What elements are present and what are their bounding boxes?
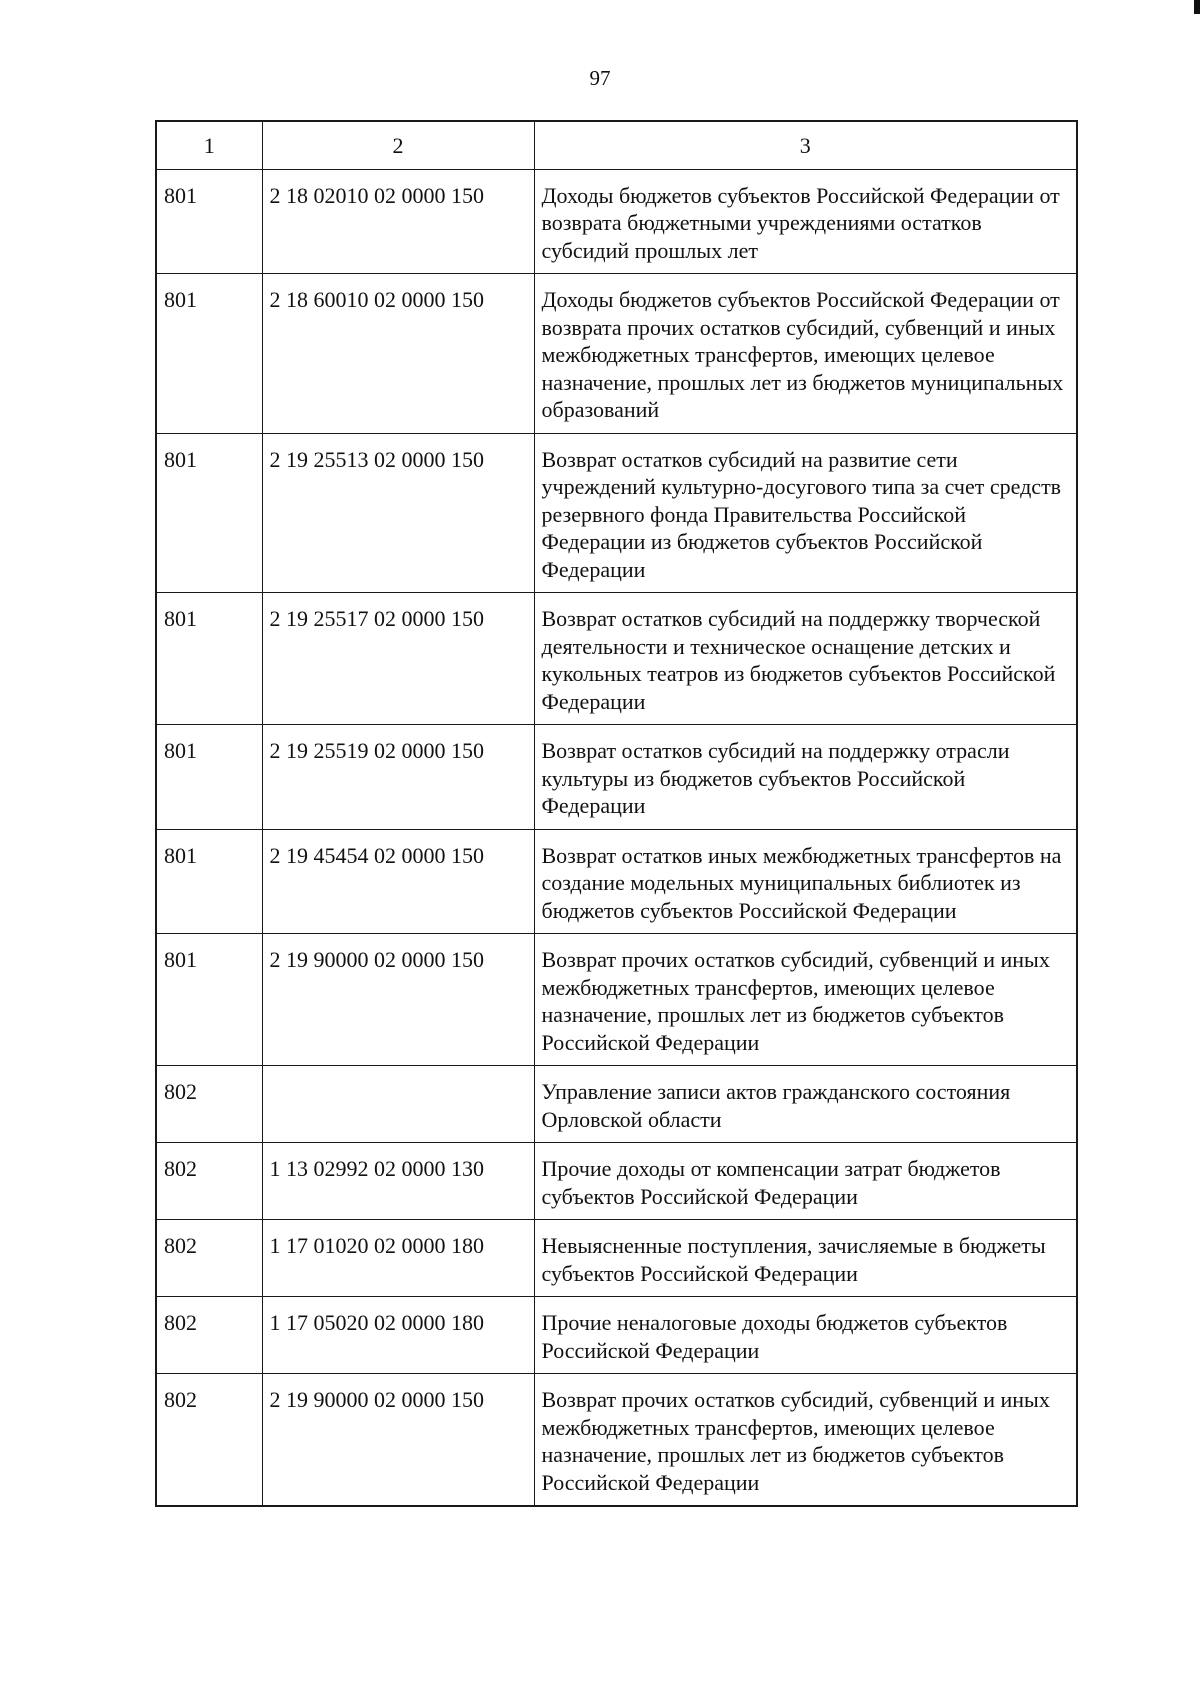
income-name-cell: Возврат прочих остатков субсидий, субвенций и иных межбюджетных трансфертов, имеющих целевое назначение, прошлых лет из бюджетов субъектов Российской Федерации xyxy=(534,934,1077,1066)
income-name-cell: Доходы бюджетов субъектов Российской Федерации от возврата прочих остатков субсидий, субвенций и иных межбюджетных трансфертов, имеющих целевое назначение, прошлых лет из бюджетов муниципальных образований xyxy=(534,274,1077,434)
income-code-cell: 2 19 90000 02 0000 150 xyxy=(262,1374,534,1507)
page-number: 97 xyxy=(589,66,611,90)
table-row xyxy=(156,593,1077,725)
income-name-cell: Возврат остатков субсидий на развитие сети учреждений культурно-досугового типа за счет средств резервного фонда Правительства Российской Федерации из бюджетов субъектов Российской Федерации xyxy=(534,433,1077,593)
income-name-cell: Прочие неналоговые доходы бюджетов субъектов Российской Федерации xyxy=(534,1297,1077,1374)
admin-code-cell: 802 xyxy=(156,1374,262,1507)
admin-code-cell: 802 xyxy=(156,1066,262,1143)
income-code-cell: 2 18 02010 02 0000 150 xyxy=(262,169,534,274)
column-header-3: 3 xyxy=(534,121,1077,169)
table-row xyxy=(156,1374,1077,1507)
table-row xyxy=(156,1297,1077,1374)
income-code-cell: 2 18 60010 02 0000 150 xyxy=(262,274,534,434)
income-code-cell: 1 17 01020 02 0000 180 xyxy=(262,1220,534,1297)
income-name-cell: Невыясненные поступления, зачисляемые в бюджеты субъектов Российской Федерации xyxy=(534,1220,1077,1297)
table-row xyxy=(156,934,1077,1066)
admin-code-cell: 801 xyxy=(156,274,262,434)
income-code-cell: 2 19 25519 02 0000 150 xyxy=(262,725,534,830)
admin-code-cell: 802 xyxy=(156,1143,262,1220)
income-code-cell: 2 19 25513 02 0000 150 xyxy=(262,433,534,593)
admin-code-cell: 801 xyxy=(156,934,262,1066)
table-row xyxy=(156,274,1077,434)
admin-code-cell: 802 xyxy=(156,1220,262,1297)
income-name-cell: Возврат остатков иных межбюджетных трансфертов на создание модельных муниципальных библиотек из бюджетов субъектов Российской Федерации xyxy=(534,829,1077,934)
income-name-cell: Управление записи актов гражданского состояния Орловской области xyxy=(534,1066,1077,1143)
admin-code-cell: 801 xyxy=(156,829,262,934)
table-row xyxy=(156,1220,1077,1297)
table-row xyxy=(156,725,1077,830)
column-header-1: 1 xyxy=(156,121,262,169)
income-name-cell: Доходы бюджетов субъектов Российской Федерации от возврата бюджетными учреждениями остатков субсидий прошлых лет xyxy=(534,169,1077,274)
admin-code-cell: 802 xyxy=(156,1297,262,1374)
table-row xyxy=(156,433,1077,593)
income-name-cell: Возврат остатков субсидий на поддержку отрасли культуры из бюджетов субъектов Российской Федерации xyxy=(534,725,1077,830)
income-code-cell: 2 19 90000 02 0000 150 xyxy=(262,934,534,1066)
income-code-cell: 2 19 25517 02 0000 150 xyxy=(262,593,534,725)
table-row xyxy=(156,1066,1077,1143)
column-header-2: 2 xyxy=(262,121,534,169)
income-code-cell xyxy=(262,1066,534,1143)
income-name-cell: Возврат остатков субсидий на поддержку творческой деятельности и техническое оснащение детских и кукольных театров из бюджетов субъектов Российской Федерации xyxy=(534,593,1077,725)
admin-code-cell: 801 xyxy=(156,593,262,725)
table-header-row xyxy=(156,121,1077,169)
income-code-cell: 1 13 02992 02 0000 130 xyxy=(262,1143,534,1220)
income-name-cell: Прочие доходы от компенсации затрат бюджетов субъектов Российской Федерации xyxy=(534,1143,1077,1220)
admin-code-cell: 801 xyxy=(156,433,262,593)
income-codes-table xyxy=(155,120,1078,1507)
admin-code-cell: 801 xyxy=(156,725,262,830)
table-row xyxy=(156,169,1077,274)
scan-edge-mark xyxy=(1194,0,1200,14)
income-name-cell: Возврат прочих остатков субсидий, субвенций и иных межбюджетных трансфертов, имеющих целевое назначение, прошлых лет из бюджетов субъектов Российской Федерации xyxy=(534,1374,1077,1507)
table-row xyxy=(156,1143,1077,1220)
income-code-cell: 1 17 05020 02 0000 180 xyxy=(262,1297,534,1374)
income-code-cell: 2 19 45454 02 0000 150 xyxy=(262,829,534,934)
table-row xyxy=(156,829,1077,934)
admin-code-cell: 801 xyxy=(156,169,262,274)
